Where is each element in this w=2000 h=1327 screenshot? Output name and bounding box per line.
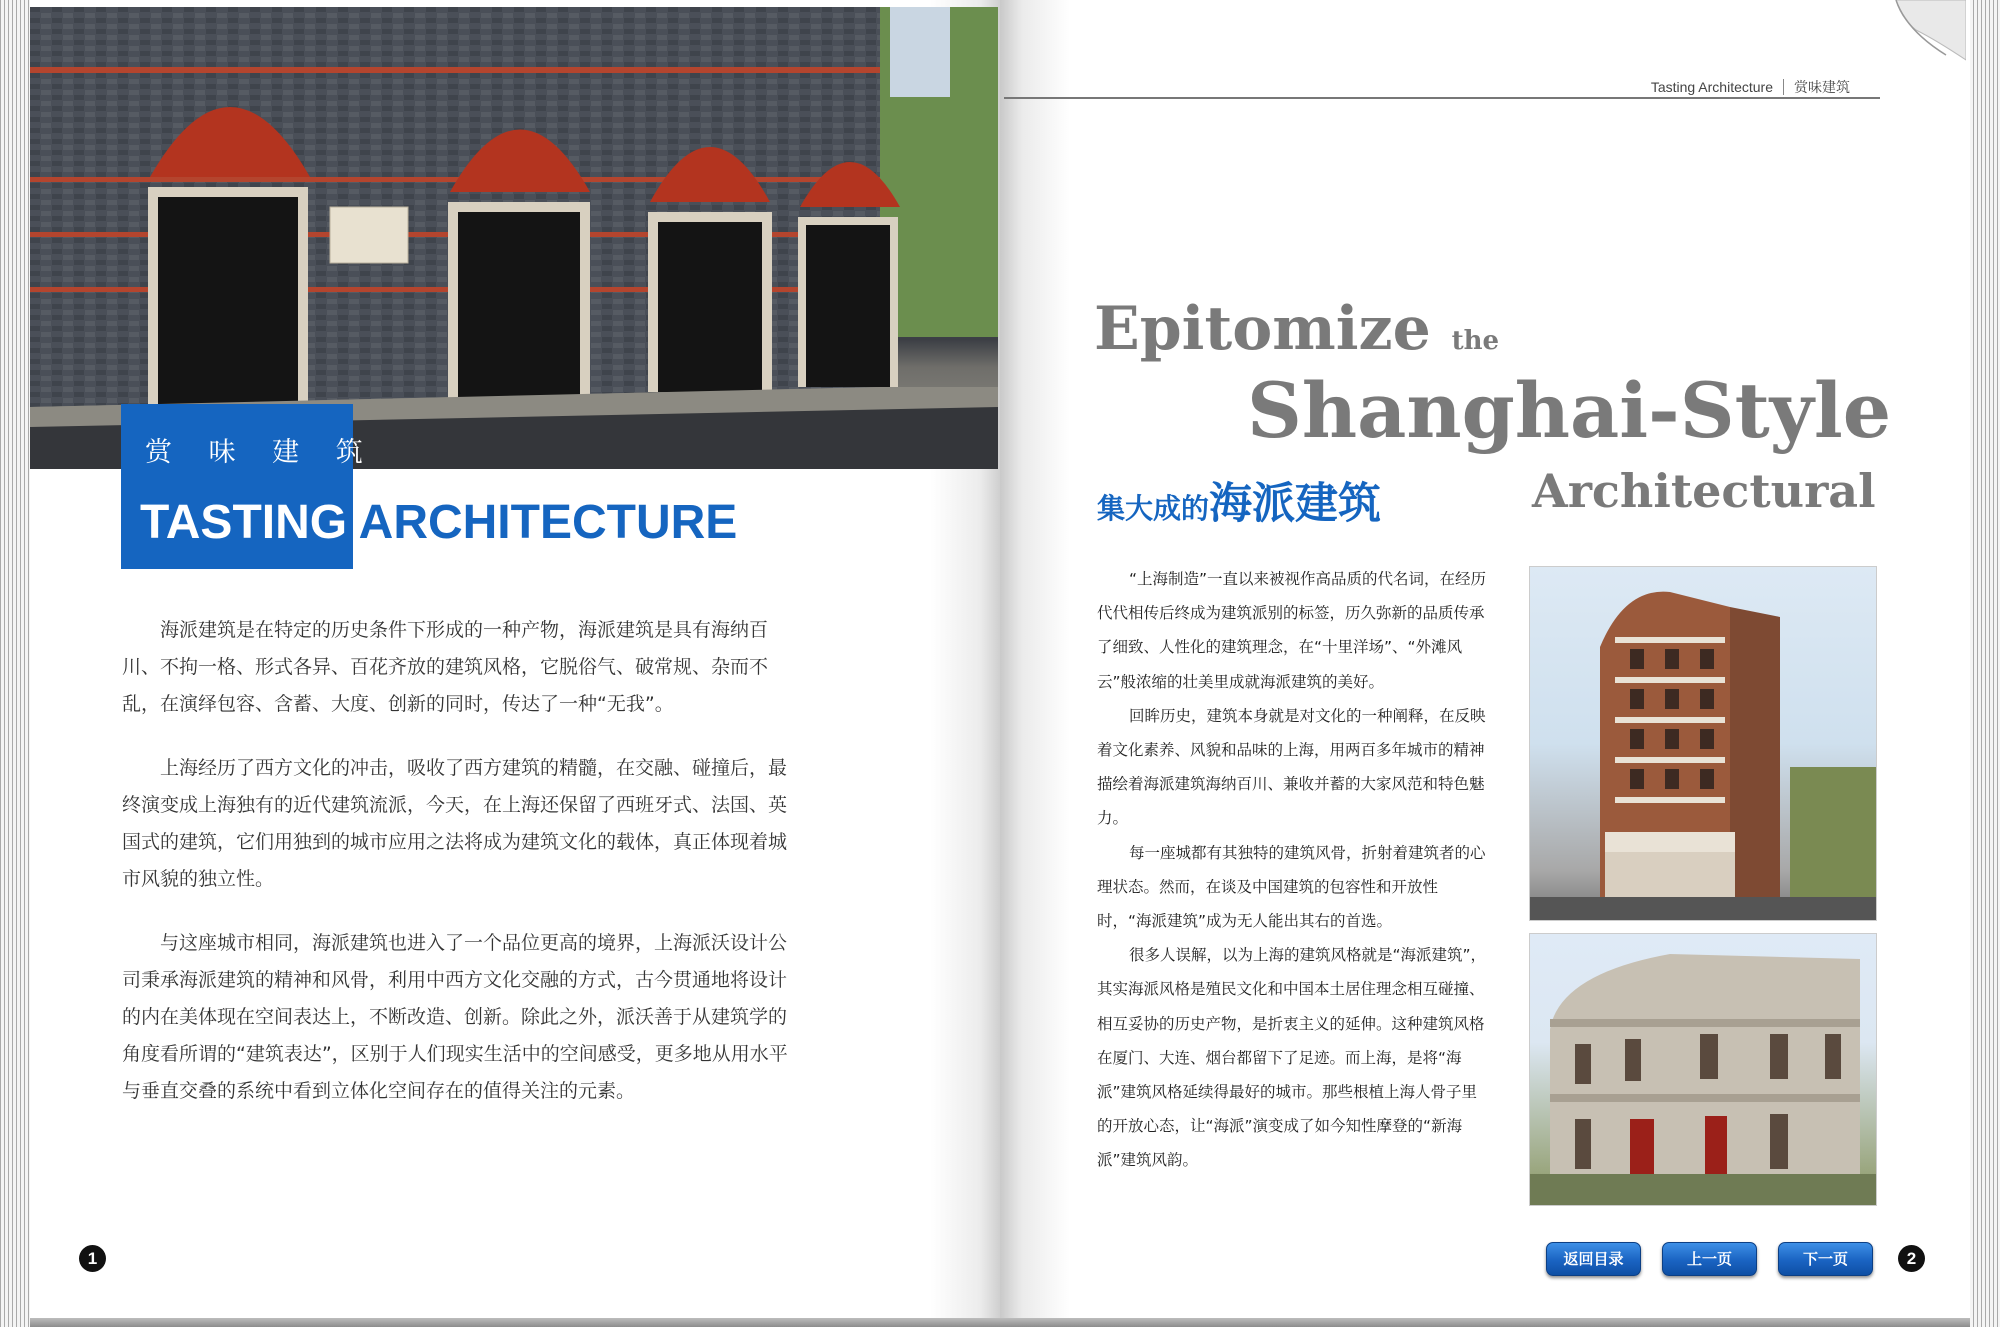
left-paragraph-3: 与这座城市相同，海派建筑也进入了一个品位更高的境界，上海派沃设计公司秉承海派建筑的精神和风骨，利用中西方文化交融的方式，古今贯通地将设计的内在美体现在空间表达上，不断改造、创新。除此之外，派沃善于从建筑学的角度看所谓的“建筑表达”，区别于人们现实生活中的空间感受，更多地从用水平与垂直交叠的系统中看到立体化空间存在的值得关注的元素。: [122, 932, 788, 1102]
left-body-text: [122, 612, 802, 1137]
left-page: [30, 0, 1000, 1322]
building-facade-photo: [30, 7, 998, 469]
back-to-toc-button[interactable]: 返回目录: [1546, 1242, 1641, 1276]
left-paragraph-2: 上海经历了西方文化的冲击，吸收了西方建筑的精髓，在交融、碰撞后，最终演变成上海独有的近代建筑流派，今天，在上海还保留了西班牙式、法国、英国式的建筑，它们用独到的城市应用之法将成为建筑文化的载体，真正体现着城市风貌的独立性。: [122, 757, 788, 890]
section-title-en-part2: ARCHITECTURE: [347, 496, 738, 549]
subtitle-small: 集大成的: [1097, 492, 1210, 525]
title-line-1: [1094, 294, 1499, 364]
right-paragraph-4: 很多人误解，以为上海的建筑风格就是“海派建筑”，其实海派风格是殖民文化和中国本土居住理念相互碰撞、相互妥协的历史产物，是折衷主义的延伸。这种建筑风格在厦门、大连、烟台都留下了足迹。而上海，是将“海派”建筑风格延续得最好的城市。那些根植上海人骨子里的开放心态，让“海派”演变成了如今知性摩登的“新海派”建筑风韵。: [1097, 946, 1487, 1170]
book-bottom-edge: [30, 1318, 1970, 1327]
header-cn: 赏味建筑: [1794, 79, 1850, 95]
running-header: [1651, 77, 1850, 97]
page-number-right: 2: [1898, 1245, 1925, 1272]
title-line-3: Architectural: [1532, 464, 1876, 518]
header-en: Tasting Architecture: [1650, 79, 1773, 95]
page-number-left: 1: [79, 1245, 106, 1272]
section-title-cn: 赏 味 建 筑: [145, 437, 377, 468]
left-paragraph-1: 海派建筑是在特定的历史条件下形成的一种产物，海派建筑是具有海纳百川、不拘一格、形式各异、百花齐放的建筑风格，它脱俗气、破常规、杂而不乱，在演绎包容、含蓄、大度、创新的同时，传达了一种“无我”。: [122, 619, 769, 715]
historic-building-photo: [1529, 933, 1877, 1206]
previous-page-button[interactable]: 上一页: [1662, 1242, 1757, 1276]
right-paragraph-2: 回眸历史，建筑本身就是对文化的一种阐释，在反映着文化素养、风貌和品味的上海，用两百多年城市的精神描绘着海派建筑海纳百川、兼收并蓄的大家风范和特色魅力。: [1097, 706, 1486, 828]
title-epitomize: Epitomize: [1094, 294, 1431, 364]
right-paragraph-1: “上海制造”一直以来被视作高品质的代名词，在经历代代相传后终成为建筑派别的标签，历久弥新的品质传承了细致、人性化的建筑理念，在“十里洋场”、“外滩风云”般浓缩的壮美里成就海派建筑的美好。: [1097, 570, 1487, 691]
page-edges-right: [1970, 0, 2000, 1327]
right-page: [1000, 0, 1970, 1322]
page-edges-left: [0, 0, 30, 1327]
header-separator: [1783, 79, 1784, 95]
title-line-2: Shanghai-Style: [1247, 366, 1892, 455]
subtitle-cn: [1097, 470, 1381, 531]
wukang-mansion-photo: [1529, 566, 1877, 921]
next-page-button[interactable]: 下一页: [1778, 1242, 1873, 1276]
section-title-en-part1: TASTING: [140, 496, 348, 549]
right-body-text: [1097, 562, 1487, 1178]
page-curl-icon[interactable]: [1876, 0, 1966, 66]
right-paragraph-3: 每一座城都有其独特的建筑风骨，折射着建筑者的心理状态。然而，在谈及中国建筑的包容性和开放性时，“海派建筑”成为无人能出其右的首选。: [1097, 843, 1486, 931]
title-the: the: [1451, 326, 1500, 356]
section-title-en: [140, 495, 737, 550]
header-rule: [1004, 97, 1880, 99]
subtitle-big: 海派建筑: [1209, 479, 1382, 529]
